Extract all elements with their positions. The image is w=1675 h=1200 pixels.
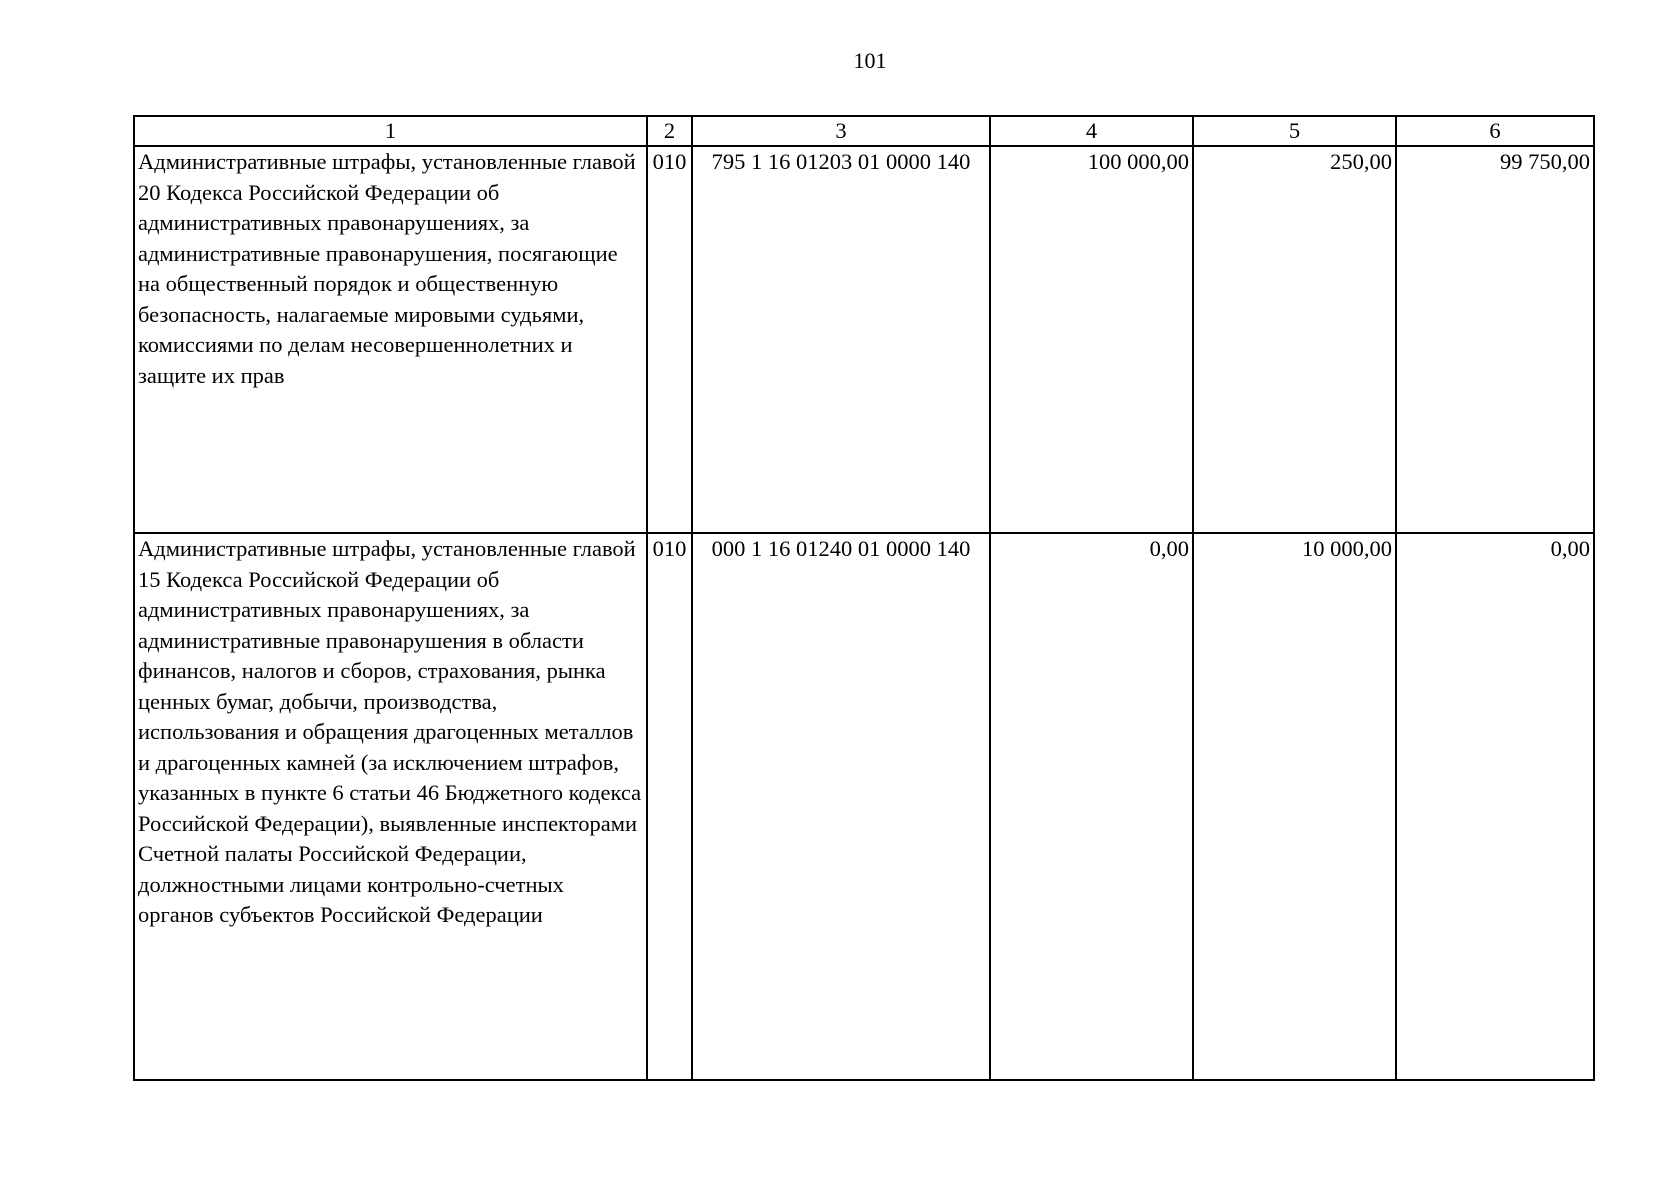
page-number: 101 bbox=[853, 48, 887, 73]
income-name-cell: Административные штрафы, установленные главой 15 Кодекса Российской Федерации об административных правонарушениях, за административные правонарушения в области финансов, налогов и сборов, страхования, рынка ценных бумаг, добычи, производства, использования и обращения драгоценных металлов и драгоценных камней (за исключением штрафов, указанных в пункте 6 статьи 46 Бюджетного кодекса Российской Федерации), выявленные инспекторами Счетной палаты Российской Федерации, должностными лицами контрольно-счетных органов субъектов Российской Федерации bbox=[134, 533, 647, 1080]
amount-col4-cell: 100 000,00 bbox=[990, 146, 1193, 533]
table-row bbox=[134, 533, 1594, 1080]
amount-col5-cell: 250,00 bbox=[1193, 146, 1396, 533]
table-header-row bbox=[134, 116, 1594, 146]
kbk-code-cell: 795 1 16 01203 01 0000 140 bbox=[692, 146, 990, 533]
column-header: 3 bbox=[692, 116, 990, 146]
kbk-code-cell: 000 1 16 01240 01 0000 140 bbox=[692, 533, 990, 1080]
line-code-cell: 010 bbox=[647, 146, 692, 533]
column-header: 6 bbox=[1396, 116, 1594, 146]
line-code-cell: 010 bbox=[647, 533, 692, 1080]
income-name-cell: Административные штрафы, установленные главой 20 Кодекса Российской Федерации об административных правонарушениях, за административные правонарушения, посягающие на общественный порядок и общественную безопасность, налагаемые мировыми судьями, комиссиями по делам несовершеннолетних и защите их прав bbox=[134, 146, 647, 533]
column-header: 2 bbox=[647, 116, 692, 146]
column-header: 5 bbox=[1193, 116, 1396, 146]
amount-col5-cell: 10 000,00 bbox=[1193, 533, 1396, 1080]
column-header: 4 bbox=[990, 116, 1193, 146]
amount-col6-cell: 99 750,00 bbox=[1396, 146, 1594, 533]
amount-col4-cell: 0,00 bbox=[990, 533, 1193, 1080]
column-header: 1 bbox=[134, 116, 647, 146]
amount-col6-cell: 0,00 bbox=[1396, 533, 1594, 1080]
report-table bbox=[133, 115, 1595, 1081]
table-row bbox=[134, 146, 1594, 533]
